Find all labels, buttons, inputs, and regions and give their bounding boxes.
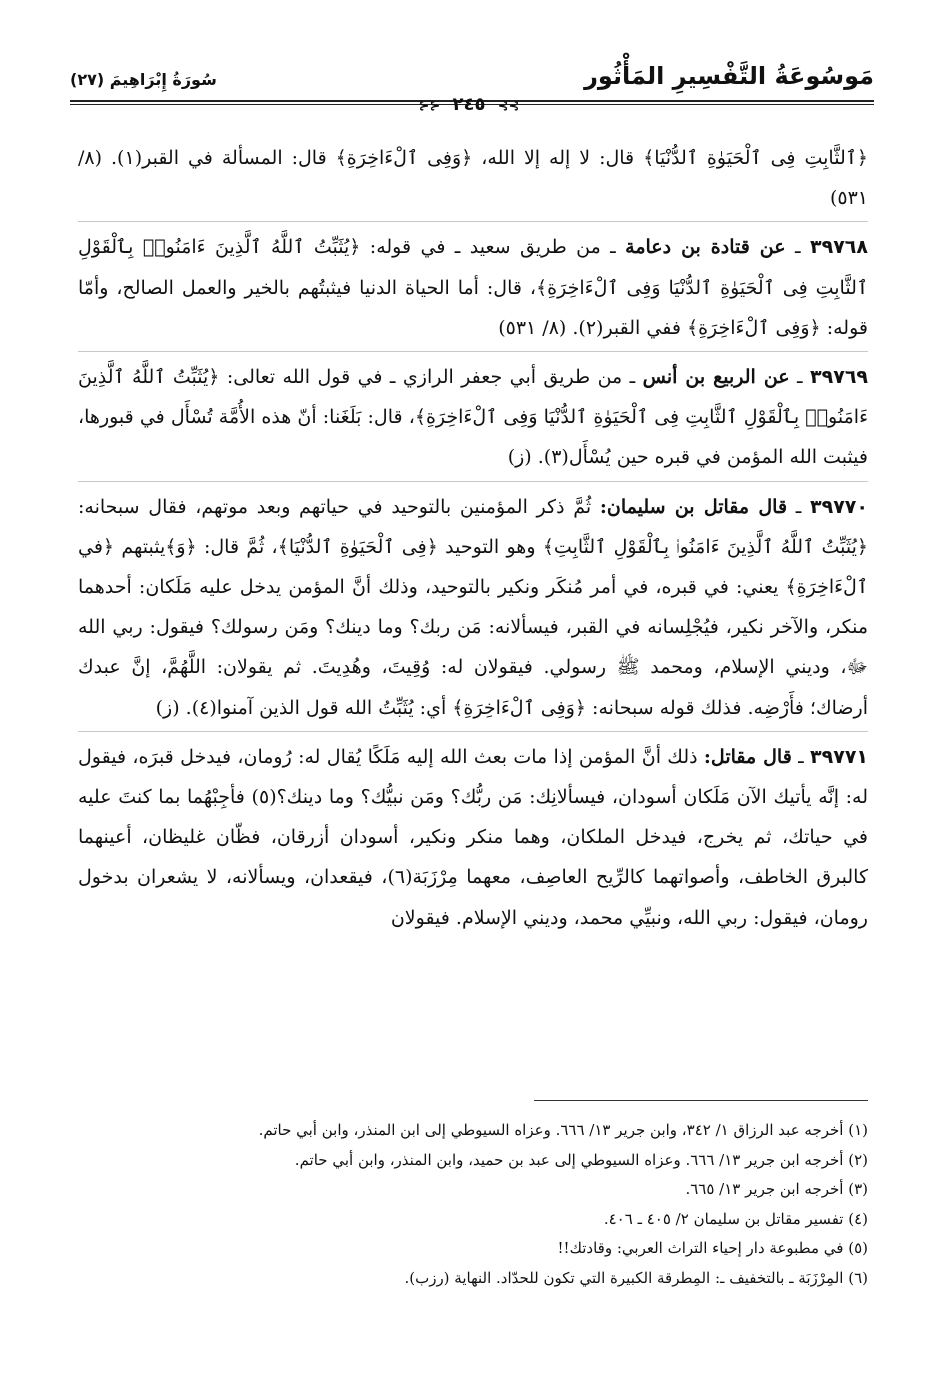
ornament-left-icon: ⊰⊰ [418,99,441,114]
athar-number: ٣٩٧٧١ [810,745,869,768]
footnotes [78,1116,868,1293]
page-number-block [412,94,525,115]
footnote-3: (٣) أخرجه ابن جرير ١٣/ ٦٦٥. [685,1180,868,1198]
footnote-5: (٥) في مطبوعة دار إحياء التراث العربي: وقادتك!! [557,1239,868,1257]
divider [78,351,868,352]
narrator-name: عن الربيع بن أنس [642,366,790,389]
paragraph-39770: ٣٩٧٧٠ ـ قال مقاتل بن سليمان: ثُمَّ ذكر المؤمنين بالتوحيد في حياتهم وبعد موتهم، فقال سبحانه: ﴿يُثَبِّتُ ٱللَّهُ ٱلَّذِينَ ءَامَنُوا۟ بِٱلْقَوْلِ ٱلثَّابِتِ﴾ وهو التوحيد ﴿فِى ٱلْحَيَوٰةِ ٱلدُّنْيَا﴾، ثُمَّ قال: ﴿وَ﴾يثبتهم ﴿في ٱلْءَاخِرَةِ﴾ يعني: في قبره، في أمر مُنكَر ونكير بالتوحيد، وذلك أنَّ المؤمن يدخل عليه مَلَكان: أحدهما منكر، والآخر نكير، فيُجْلِسانه في القبر، فيسألانه: مَن ربك؟ وما دينك؟ ومَن رسولك؟ فيقول: ربي الله ﷻ، وديني الإسلام، ومحمد ﷺ رسولي. فيقولان له: وُقِيتَ، وهُدِيتَ. ثم يقولان: اللَّهُمَّ، إنَّ عبدك أرضاك؛ فأَرْضِه. فذلك قوله سبحانه: ﴿وَفِى ٱلْءَاخِرَةِ﴾ أي: يُثَبِّتُ الله قول الذين آمنوا(٤). (ز) [78,495,868,719]
footnote-2: (٢) أخرجه ابن جرير ١٣/ ٦٦٦. وعزاه السيوطي إلى عبد بن حميد، وابن المنذر، وابن أبي حاتم. [294,1150,868,1169]
footnote-6: (٦) المِرْزَبَة ـ بالتخفيف ـ: المِطرقة الكبيرة التي تكون للحدّاد. النهاية (رزب). [404,1268,868,1287]
paragraph-continuation [78,138,868,218]
athar-number: ٣٩٧٦٨ [810,236,868,259]
paragraph-text: ذلك أنَّ المؤمن إذا مات بعث الله إليه مَلَكًا يُقال له: رُومان، فيدخل قبرَه، فيقول له: إنَّه يأتيك الآن مَلَكان أسودان، فيسألانِك: مَن ربُّك؟ ومَن نبيُّك؟ وما دينك؟(٥) فأجِبْهُما بما كنتَ عليه في حياتك، ثم يخرج، فيدخل الملكان، وهما منكر ونكير، أسودان أزرقان، فظّان غليظان، أعينهما كالبرق الخاطف، وأصواتهما كالرِّيح العاصِف، معهما مِرْزَبَة(٦)، فيقعدان، ويسألانه، لا يشعران بدخول رومان، فيقول: ربي الله، ونبيِّي محمد، وديني الإسلام. فيقولان [78,745,869,929]
footnote-1: (١) أخرجه عبد الرزاق ١/ ٣٤٢، وابن جرير ١٣/ ٦٦٦. وعزاه السيوطي إلى ابن المنذر، وابن أبي حاتم. [258,1121,868,1139]
main-text [78,138,868,938]
athar-number: ٣٩٧٧٠ [810,495,868,518]
divider [78,221,868,222]
paragraph-text: ـ من طريق سعيد ـ في قوله: ﴿يُثَبِّتُ ٱللَّهُ ٱلَّذِينَ ءَامَنُوا۟ بِٱلْقَوْلِ ٱلثَّابِتِ فِى ٱلْحَيَوٰةِ ٱلدُّنْيَا وَفِى ٱلْءَاخِرَةِ﴾، قال: أما الحياة الدنيا فيثبتُهم بالخير والعمل الصالح، وأمّا قوله: ﴿وَفِى ٱلْءَاخِرَةِ﴾ ففي القبر(٢). (٨/ ٥٣١) [78,236,868,339]
divider [78,731,868,732]
paragraph-text: ـ من طريق أبي جعفر الرازي ـ في قول الله تعالى: ﴿يُثَبِّتُ ٱللَّهُ ٱلَّذِينَ ءَامَنُوا۟ بِٱلْقَوْلِ ٱلثَّابِتِ فِى ٱلْحَيَوٰةِ ٱلدُّنْيَا وَفِى ٱلْءَاخِرَةِ﴾، قال: بَلَغَنا: أنّ هذه الأُمَّة تُسْأَل في قبورها، فيثبت الله المؤمن في قبره حين يُسْأَل(٣). (ز) [78,366,868,469]
book-title: مَوسُوعَةُ التَّفْسِيرِ المَأْثُور [584,62,874,90]
narrator-name: عن قتادة بن دعامة [625,236,786,259]
paragraph-text: ثُمَّ ذكر المؤمنين بالتوحيد في حياتهم وبعد موتهم، فقال سبحانه: ﴿يُثَبِّتُ ٱللَّهُ ٱلَّذِينَ ءَامَنُوا۟ بِٱلْقَوْلِ ٱلثَّابِتِ﴾ وهو التوحيد ﴿فِى ٱلْحَيَوٰةِ ٱلدُّنْيَا﴾، ثُمَّ قال: ﴿وَ﴾يثبتهم ﴿في ٱلْءَاخِرَةِ﴾ يعني: في قبره، في أمر مُنكَر ونكير بالتوحيد، وذلك أنَّ المؤمن يدخل عليه مَلَكان: أحدهما منكر، والآخر نكير، فيُجْلِسانه في القبر، فيسألانه: مَن ربك؟ وما دينك؟ ومَن رسولك؟ فيقول: ربي الله ﷻ، وديني الإسلام، ومحمد ﷺ رسولي. فيقولان له: وُقِيتَ، وهُدِيتَ. ثم يقولان: اللَّهُمَّ، إنَّ عبدك أرضاك؛ فأَرْضِه. فذلك قوله سبحانه: ﴿وَفِى ٱلْءَاخِرَةِ﴾ أي: يُثَبِّتُ الله قول الذين آمنوا(٤). (ز) [78,495,868,719]
paragraph-39769: ٣٩٧٦٩ ـ عن الربيع بن أنس ـ من طريق أبي جعفر الرازي ـ في قول الله تعالى: ﴿يُثَبِّتُ ٱللَّهُ ٱلَّذِينَ ءَامَنُوا۟ بِٱلْقَوْلِ ٱلثَّابِتِ فِى ٱلْحَيَوٰةِ ٱلدُّنْيَا وَفِى ٱلْءَاخِرَةِ﴾، قال: بَلَغَنا: أنّ هذه الأُمَّة تُسْأَل في قبورها، فيثبت الله المؤمن في قبره حين يُسْأَل(٣). (ز) [78,366,869,469]
paragraph-39771: ٣٩٧٧١ ـ قال مقاتل: ذلك أنَّ المؤمن إذا مات بعث الله إليه مَلَكًا يُقال له: رُومان، فيدخل قبرَه، فيقول له: إنَّه يأتيك الآن مَلَكان أسودان، فيسألانِك: مَن ربُّك؟ ومَن نبيُّك؟ وما دينك؟(٥) فأجِبْهُما بما كنتَ عليه في حياتك، ثم يخرج، فيدخل الملكان، وهما منكر ونكير، أسودان أزرقان، فظّان غليظان، أعينهما كالبرق الخاطف، وأصواتهما كالرِّيح العاصِف، معهما مِرْزَبَة(٦)، فيقعدان، ويسألانه، لا يشعران بدخول رومان، فيقول: ربي الله، ونبيِّي محمد، وديني الإسلام. فيقولان [78,745,869,929]
footnote-rule [534,1100,868,1101]
page-number: ٢٤٥ [452,94,486,115]
paragraph-text: ﴿ٱلثَّابِتِ فِى ٱلْحَيَوٰةِ ٱلدُّنْيَا﴾ قال: لا إله إلا الله، ﴿وَفِى ٱلْءَاخِرَةِ﴾ قال: المسألة في القبر(١). (٨/ ٥٣١) [78,147,869,210]
narrator-name: قال مقاتل: [703,745,792,768]
surah-label: سُورَةُ إِبْرَاهِيمَ (٢٧) [70,70,217,89]
athar-number: ٣٩٧٦٩ [810,366,869,389]
narrator-name: قال مقاتل بن سليمان: [599,495,788,518]
footnote-4: (٤) تفسير مقاتل بن سليمان ٢/ ٤٠٥ ـ ٤٠٦. [603,1209,868,1228]
ornament-right-icon: ⊱⊱ [497,99,520,114]
paragraph-39768: ٣٩٧٦٨ ـ عن قتادة بن دعامة ـ من طريق سعيد ـ في قوله: ﴿يُثَبِّتُ ٱللَّهُ ٱلَّذِينَ ءَامَنُوا۟ بِٱلْقَوْلِ ٱلثَّابِتِ فِى ٱلْحَيَوٰةِ ٱلدُّنْيَا وَفِى ٱلْءَاخِرَةِ﴾، قال: أما الحياة الدنيا فيثبتُهم بالخير والعمل الصالح، وأمّا قوله: ﴿وَفِى ٱلْءَاخِرَةِ﴾ ففي القبر(٢). (٨/ ٥٣١) [78,236,868,339]
divider [78,481,868,482]
